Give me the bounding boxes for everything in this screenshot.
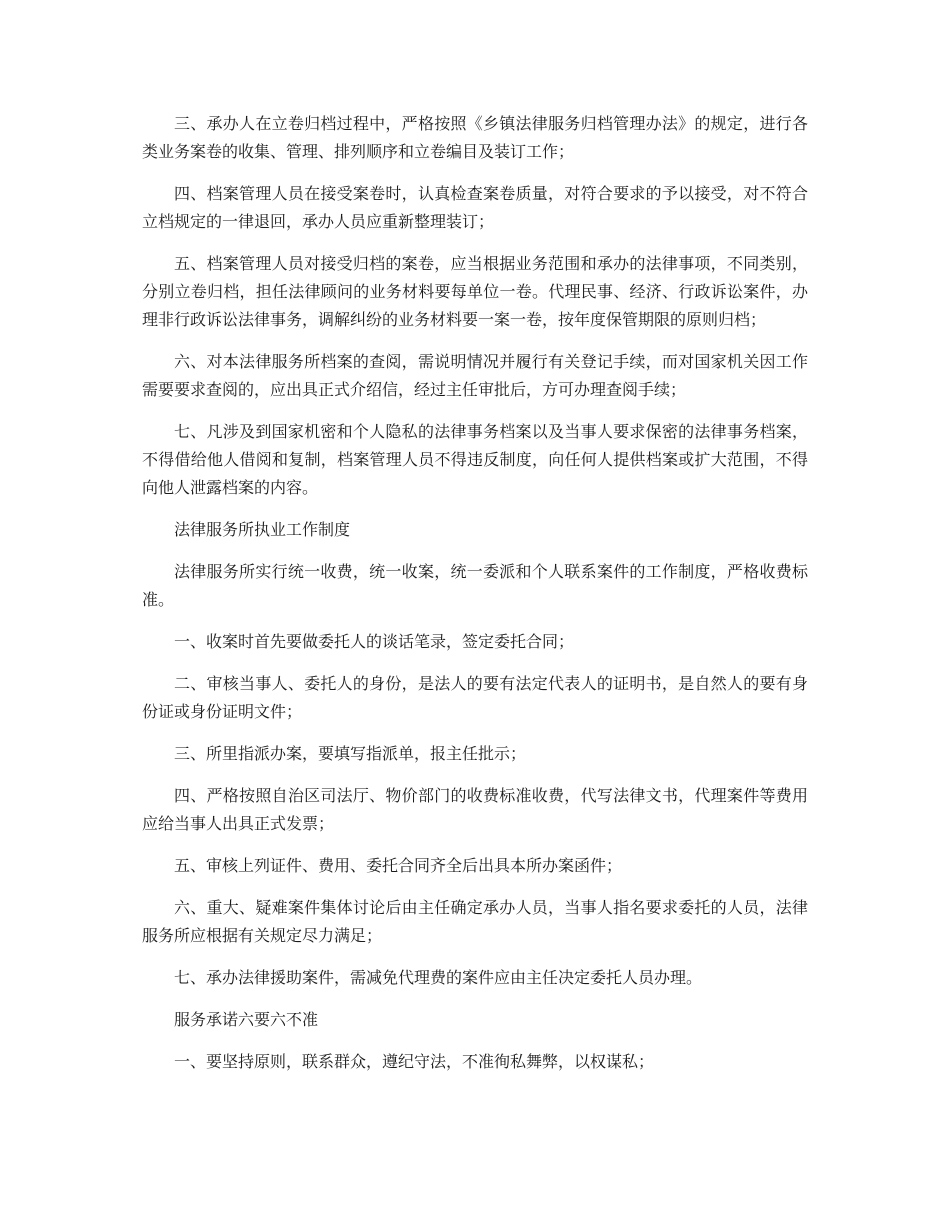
paragraph-pledge-rule-1: 一、要坚持原则，联系群众，遵纪守法，不准徇私舞弊，以权谋私； [174, 1052, 655, 1071]
paragraph-archive-rule-5: 五、档案管理人员对接受归档的案卷，应当根据业务范围和承办的法律事项，不同类别，分别立卷归档，担任法律顾问的业务材料要每单位一卷。代理民事、经济、行政诉讼案件，办理非行政诉讼法律事务，调解纠纷的业务材料要一案一卷，按年度保管期限的原则归档； [142, 254, 808, 329]
paragraph-archive-rule-6: 六、对本法律服务所档案的查阅，需说明情况并履行有关登记手续，而对国家机关因工作需要要求查阅的，应出具正式介绍信，经过主任审批后，方可办理查阅手续； [142, 352, 808, 399]
paragraph-practice-rule-7: 七、承办法律援助案件，需减免代理费的案件应由主任决定委托人员办理。 [174, 968, 703, 987]
paragraph-practice-rule-1: 一、收案时首先要做委托人的谈话笔录，签定委托合同； [174, 632, 575, 651]
paragraph-archive-rule-3: 三、承办人在立卷归档过程中，严格按照《乡镇法律服务归档管理办法》的规定，进行各类业务案卷的收集、管理、排列顺序和立卷编目及装订工作； [142, 114, 808, 161]
paragraph-practice-rule-6: 六、重大、疑难案件集体讨论后由主任确定承办人员，当事人指名要求委托的人员，法律服务所应根据有关规定尽力满足； [142, 898, 808, 945]
document-body [142, 110, 808, 1090]
section-heading-practice-rules: 法律服务所执业工作制度 [174, 520, 351, 539]
paragraph-practice-rule-2: 二、审核当事人、委托人的身份，是法人的要有法定代表人的证明书，是自然人的要有身份证或身份证明文件； [142, 674, 808, 721]
paragraph-archive-rule-7: 七、凡涉及到国家机密和个人隐私的法律事务档案以及当事人要求保密的法律事务档案，不得借给他人借阅和复制，档案管理人员不得违反制度，向任何人提供档案或扩大范围，不得向他人泄露档案的内容。 [142, 422, 808, 497]
paragraph-practice-intro: 法律服务所实行统一收费，统一收案，统一委派和个人联系案件的工作制度，严格收费标准。 [142, 562, 808, 609]
paragraph-archive-rule-4: 四、档案管理人员在接受案卷时，认真检查案卷质量，对符合要求的予以接受，对不符合立档规定的一律退回，承办人员应重新整理装订； [142, 184, 808, 231]
paragraph-practice-rule-4: 四、严格按照自治区司法厅、物价部门的收费标准收费，代写法律文书，代理案件等费用应给当事人出具正式发票； [142, 786, 808, 833]
paragraph-practice-rule-3: 三、所里指派办案，要填写指派单，报主任批示； [174, 744, 527, 763]
paragraph-practice-rule-5: 五、审核上列证件、费用、委托合同齐全后出具本所办案函件； [174, 856, 623, 875]
section-heading-service-pledge: 服务承诺六要六不准 [174, 1010, 319, 1029]
